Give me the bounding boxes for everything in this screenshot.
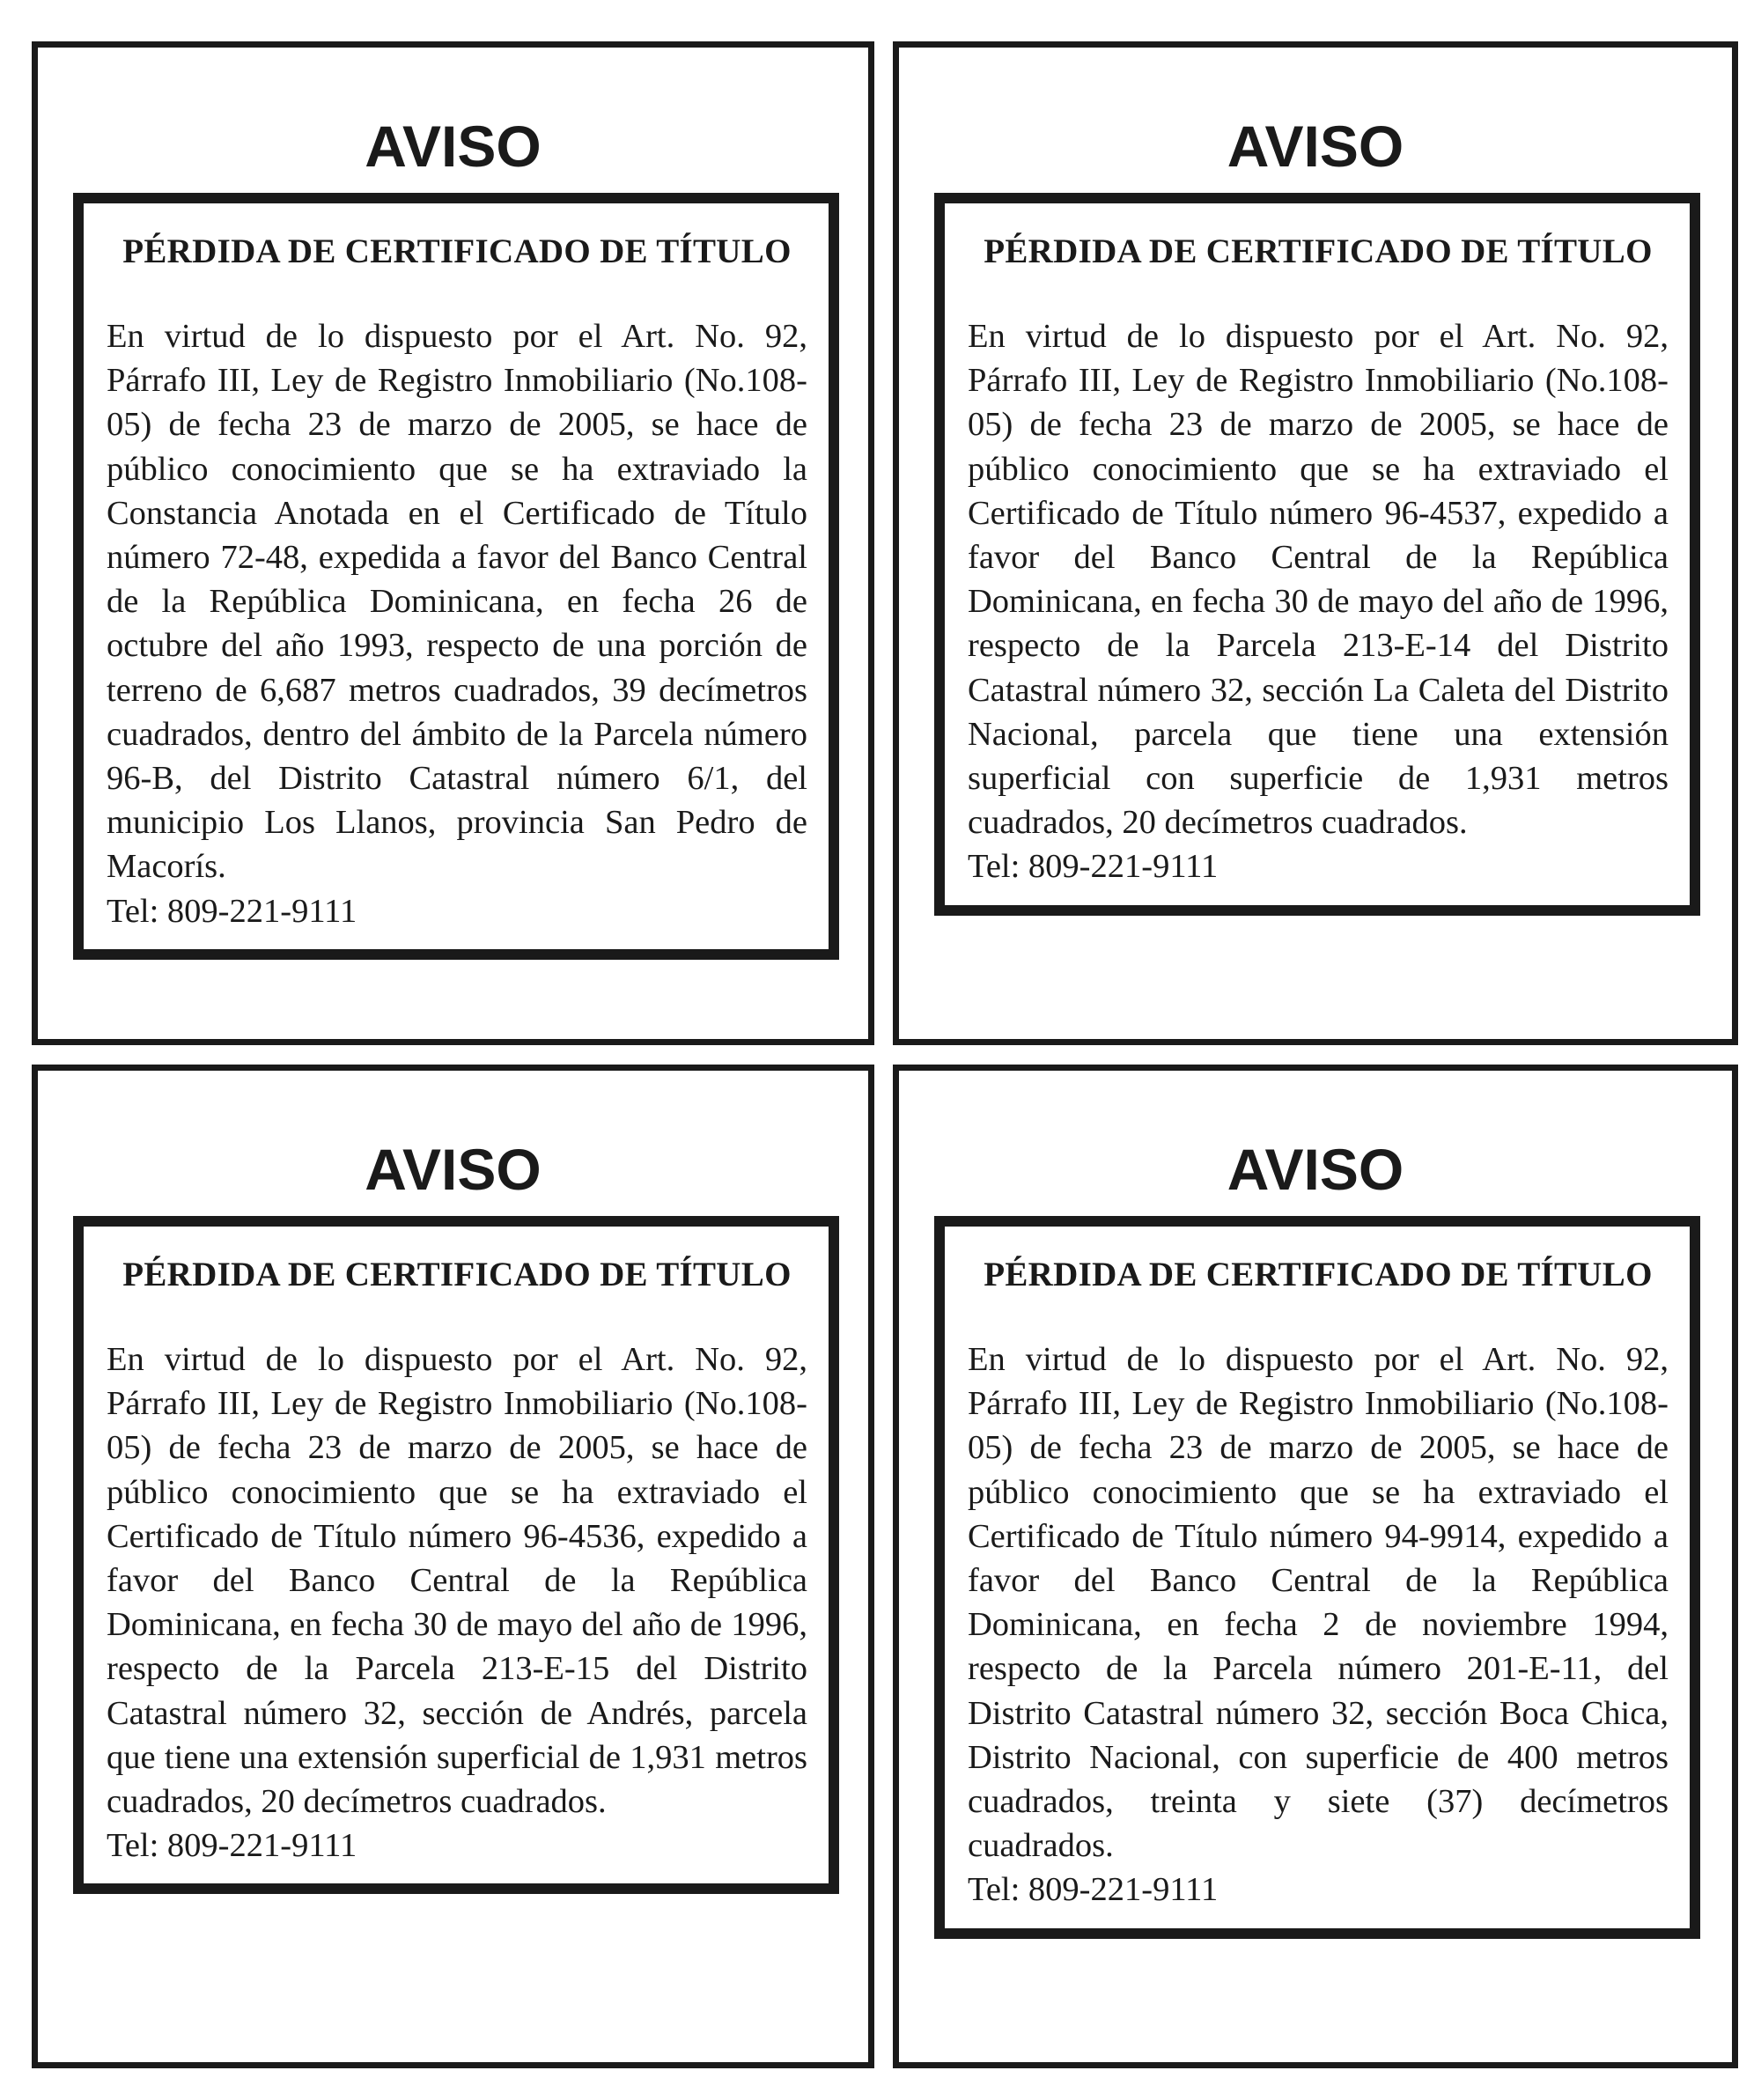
- notice-card: [893, 1065, 1738, 2068]
- notice-phone: Tel: 809-221-9111: [107, 892, 357, 930]
- notice-inner-box: [934, 193, 1700, 916]
- notice-card: [32, 41, 874, 1045]
- notice-card: [893, 41, 1738, 1045]
- notice-phone: Tel: 809-221-9111: [968, 848, 1219, 886]
- notice-body: En virtud de lo dispuesto por el Art. No. 92, Párrafo III, Ley de Registro Inmobiliario (No.108-05) de fecha 23 de marzo de 2005, se hace de público conocimiento que se ha extraviado la Constancia Anotada en el Certificado de Título número 72-48, expedida a favor del Banco Central de la República Dominicana, en fecha 26 de octubre del año 1993, respecto de una porción de terreno de 6,687 metros cuadrados, 39 decímetros cuadrados, dentro del ámbito de la Parcela número 96-B, del Distrito Catastral número 6/1, del municipio Los Llanos, provincia San Pedro de Macorís.: [107, 318, 807, 886]
- notice-heading: AVISO: [365, 114, 542, 179]
- notice-heading: AVISO: [1227, 1137, 1404, 1202]
- notice-card: [32, 1065, 874, 2068]
- notice-subtitle: PÉRDIDA DE CERTIFICADO DE TÍTULO: [122, 232, 792, 270]
- notice-subtitle: PÉRDIDA DE CERTIFICADO DE TÍTULO: [984, 1256, 1653, 1293]
- notice-heading: AVISO: [1227, 114, 1404, 179]
- notice-inner-box: [73, 1216, 839, 1894]
- notice-body: En virtud de lo dispuesto por el Art. No. 92, Párrafo III, Ley de Registro Inmobiliario (No.108-05) de fecha 23 de marzo de 2005, se hace de público conocimiento que se ha extraviado el Certificado de Título número 96-4536, expedido a favor del Banco Central de la República Dominicana, en fecha 30 de mayo del año de 1996, respecto de la Parcela 213-E-15 del Distrito Catastral número 32, sección de Andrés, parcela que tiene una extensión superficial de 1,931 metros cuadrados, 20 decímetros cuadrados.: [107, 1341, 807, 1821]
- notice-body: En virtud de lo dispuesto por el Art. No. 92, Párrafo III, Ley de Registro Inmobiliario (No.108-05) de fecha 23 de marzo de 2005, se hace de público conocimiento que se ha extraviado el Certificado de Título número 94-9914, expedido a favor del Banco Central de la República Dominicana, en fecha 2 de noviembre 1994, respecto de la Parcela número 201-E-11, del Distrito Catastral número 32, sección Boca Chica, Distrito Nacional, con superficie de 400 metros cuadrados, treinta y siete (37) decímetros cuadrados.: [968, 1341, 1669, 1865]
- notice-inner-box: [73, 193, 839, 960]
- notice-subtitle: PÉRDIDA DE CERTIFICADO DE TÍTULO: [984, 232, 1653, 270]
- notice-heading: AVISO: [365, 1137, 542, 1202]
- notice-body: En virtud de lo dispuesto por el Art. No. 92, Párrafo III, Ley de Registro Inmobiliario (No.108-05) de fecha 23 de marzo de 2005, se hace de público conocimiento que se ha extraviado el Certificado de Título número 96-4537, expedido a favor del Banco Central de la República Dominicana, en fecha 30 de mayo del año de 1996, respecto de la Parcela 213-E-14 del Distrito Catastral número 32, sección La Caleta del Distrito Nacional, parcela que tiene una extensión superficial con superficie de 1,931 metros cuadrados, 20 decímetros cuadrados.: [968, 318, 1669, 842]
- notice-inner-box: [934, 1216, 1700, 1939]
- notice-subtitle: PÉRDIDA DE CERTIFICADO DE TÍTULO: [122, 1256, 792, 1293]
- notice-phone: Tel: 809-221-9111: [968, 1871, 1219, 1909]
- notice-phone: Tel: 809-221-9111: [107, 1827, 357, 1865]
